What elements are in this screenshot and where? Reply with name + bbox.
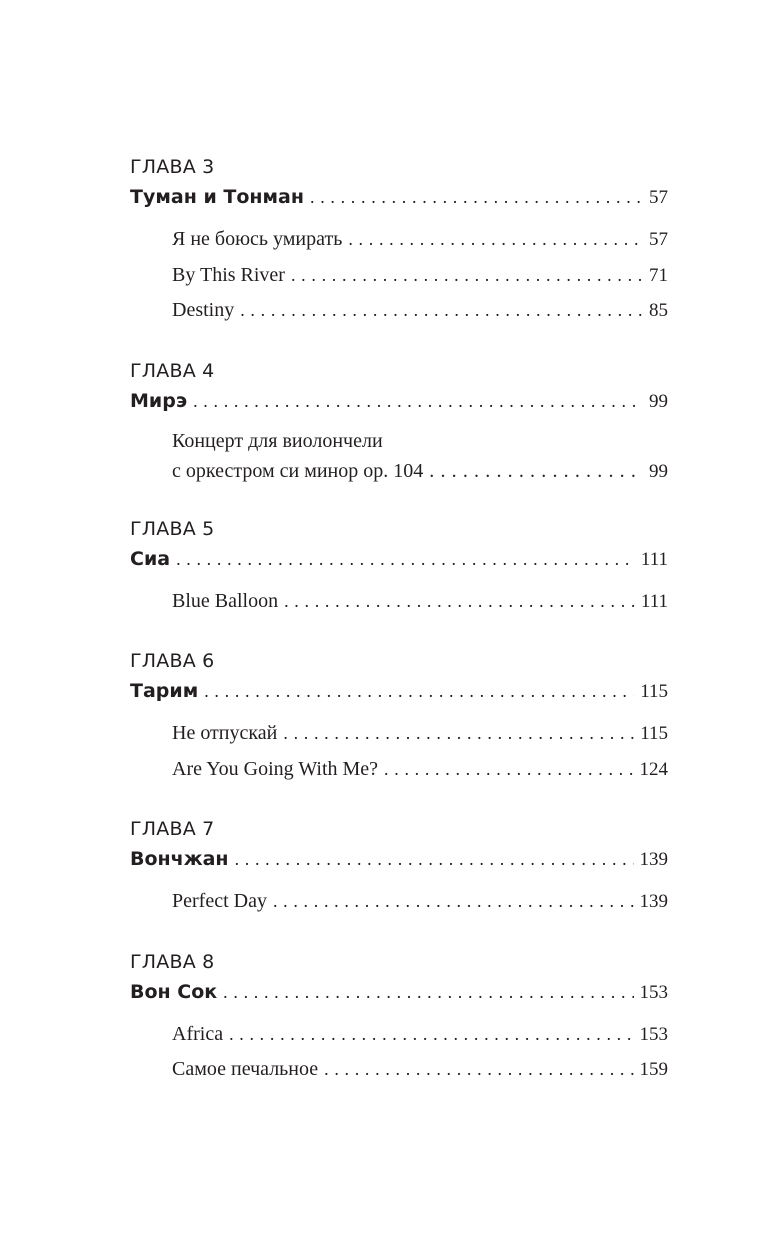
song-row[interactable] — [172, 456, 668, 487]
chapter-label: ГЛАВА 3 — [130, 156, 215, 178]
dot-leader — [176, 545, 635, 573]
chapter-8 — [130, 948, 668, 1088]
chapter-title-row[interactable] — [130, 677, 668, 706]
song-title: Are You Going With Me? — [172, 757, 379, 780]
song-row[interactable] — [172, 1017, 668, 1053]
chapter-label: ГЛАВА 8 — [130, 950, 215, 973]
chapter-7 — [130, 815, 668, 920]
chapter-title: Сиа — [130, 547, 171, 570]
song-title: Я не боюсь умирать — [172, 228, 343, 250]
song-list — [130, 222, 668, 329]
chapter-title-row[interactable] — [130, 387, 668, 416]
dot-leader — [348, 222, 643, 257]
song-title: Blue Balloon — [172, 589, 279, 612]
song-title-line[interactable]: Концерт для виолончели — [172, 429, 383, 452]
song-row[interactable] — [172, 258, 668, 294]
song-title: Не отпускай — [172, 722, 278, 744]
song-title: Destiny — [172, 299, 235, 321]
page-number: 153 — [639, 1023, 668, 1045]
song-row[interactable] — [172, 293, 668, 329]
page-number: 139 — [639, 891, 668, 912]
dot-leader — [229, 1017, 633, 1052]
song-title: Самое печальное — [172, 1058, 319, 1080]
song-row[interactable] — [172, 1052, 668, 1088]
song-list — [130, 584, 668, 620]
page-number: 111 — [640, 548, 668, 570]
dot-leader — [283, 716, 634, 751]
dot-leader — [235, 845, 634, 873]
page-number: 124 — [639, 758, 668, 780]
chapter-title: Вончжан — [130, 848, 229, 870]
chapter-title: Мирэ — [130, 389, 188, 412]
chapter-label: ГЛАВА 5 — [130, 517, 215, 540]
chapter-title-row[interactable] — [130, 978, 668, 1007]
chapter-6 — [130, 647, 668, 787]
dot-leader — [284, 584, 635, 619]
song-row[interactable] — [172, 222, 668, 258]
chapter-4 — [130, 357, 668, 487]
dot-leader — [240, 293, 643, 328]
song-row[interactable] — [172, 584, 668, 620]
chapter-title-row[interactable] — [130, 845, 668, 874]
chapter-label: ГЛАВА 4 — [130, 359, 215, 382]
dot-leader — [204, 677, 634, 705]
chapter-3 — [130, 153, 668, 329]
song-list — [130, 1017, 668, 1088]
song-title: By This River — [172, 263, 285, 286]
page-number: 153 — [639, 981, 668, 1003]
chapter-title: Вон Сок — [130, 980, 218, 1003]
dot-leader — [429, 456, 643, 486]
page-number: 85 — [649, 300, 668, 321]
song-title: Perfect Day — [172, 890, 267, 912]
dot-leader — [291, 258, 643, 293]
page-number: 99 — [649, 460, 668, 482]
song-row[interactable] — [172, 716, 668, 752]
page-number: 139 — [639, 849, 668, 870]
dot-leader — [223, 978, 633, 1006]
page-number: 71 — [649, 264, 668, 286]
page-number: 115 — [640, 681, 668, 702]
page-number: 115 — [640, 723, 668, 744]
song-row[interactable] — [172, 752, 668, 788]
song-row[interactable] — [172, 884, 668, 920]
song-list — [130, 884, 668, 920]
chapter-title-row[interactable] — [130, 183, 668, 212]
dot-leader — [324, 1052, 633, 1087]
page-number: 57 — [649, 187, 668, 208]
page-number: 111 — [640, 590, 668, 612]
page-number: 99 — [649, 390, 668, 412]
chapter-title: Туман и Тонман — [130, 186, 304, 208]
chapter-title-row[interactable] — [130, 545, 668, 574]
page-number: 57 — [649, 229, 668, 250]
table-of-contents — [130, 153, 668, 1116]
chapter-label: ГЛАВА 6 — [130, 650, 215, 672]
song-list — [130, 426, 668, 487]
dot-leader — [273, 884, 634, 919]
dot-leader — [384, 752, 633, 787]
chapter-title: Тарим — [130, 680, 199, 702]
page-number: 159 — [639, 1059, 668, 1080]
dot-leader — [310, 183, 643, 211]
song-list — [130, 716, 668, 787]
chapter-5 — [130, 515, 668, 620]
song-title: Africa — [172, 1022, 224, 1045]
chapter-label: ГЛАВА 7 — [130, 818, 215, 840]
song-title: с оркестром си минор ор. 104 — [172, 459, 424, 482]
dot-leader — [193, 387, 643, 415]
